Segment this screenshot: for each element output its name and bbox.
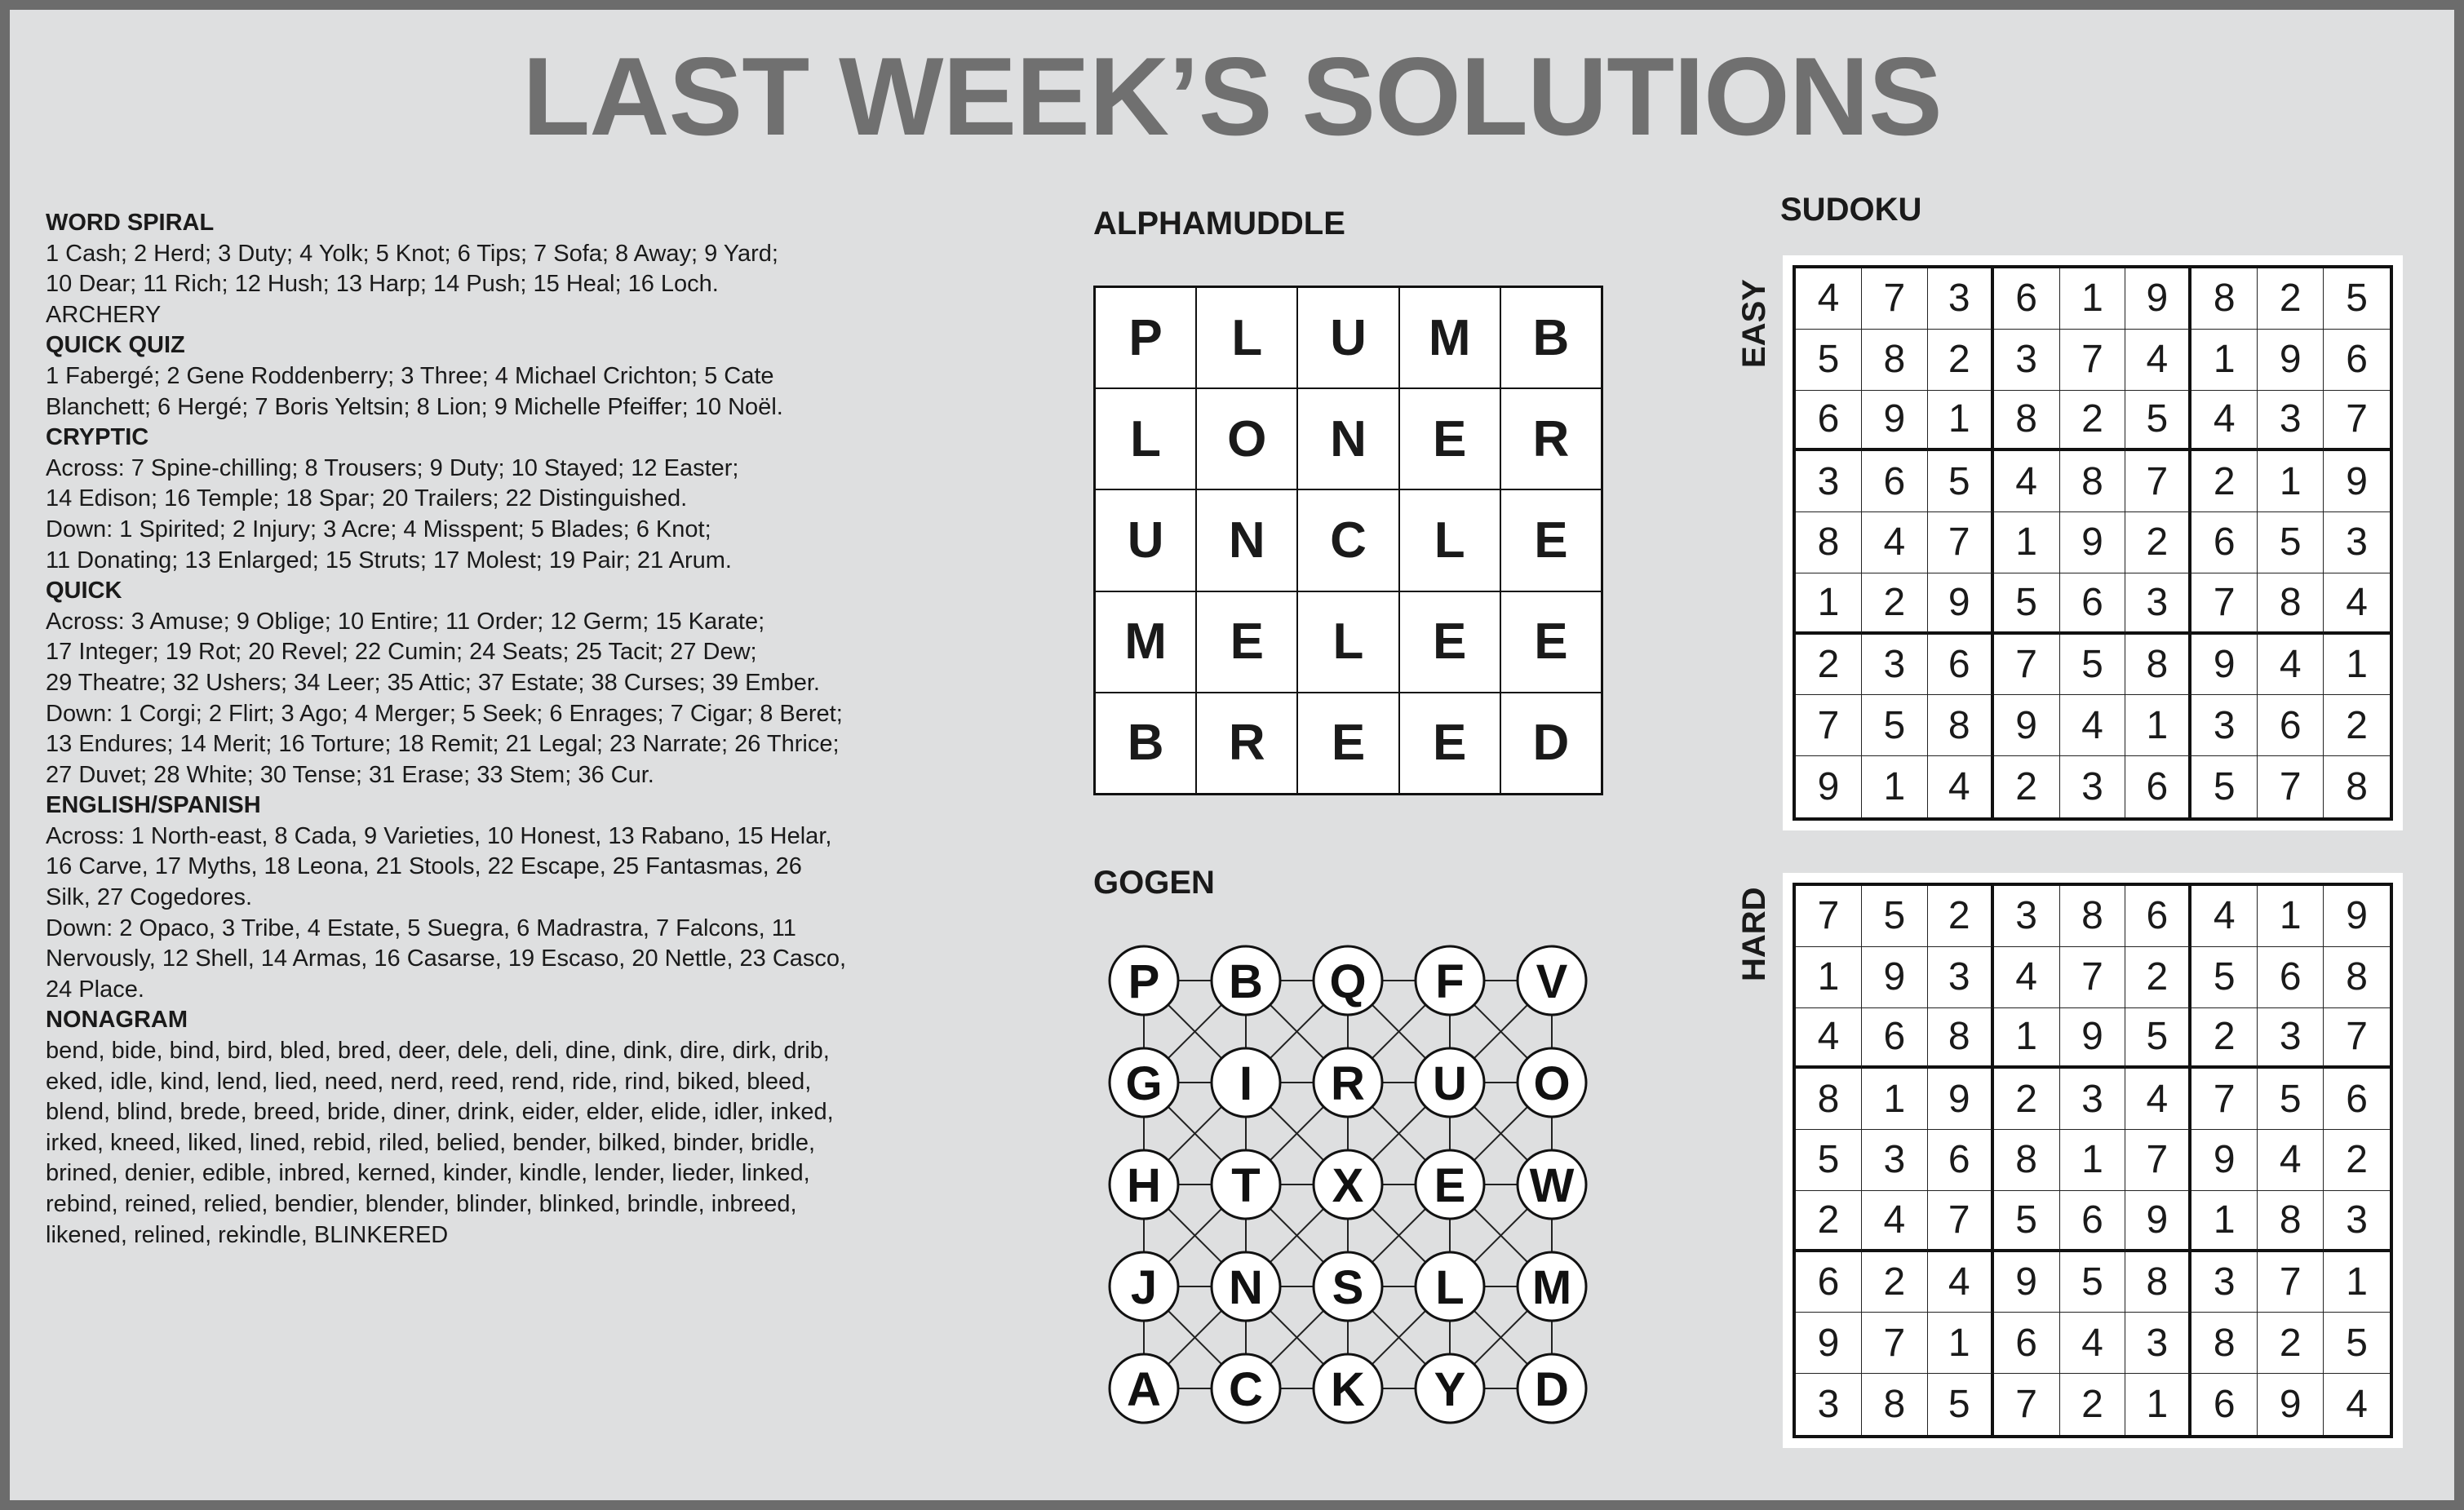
sudoku-easy-box (1783, 255, 2403, 830)
sudoku-cell: 1 (2191, 1191, 2258, 1252)
sudoku-cell: 5 (2125, 391, 2191, 452)
sudoku-cell: 5 (1796, 1130, 1862, 1191)
gogen-letter: F (1435, 955, 1465, 1008)
sudoku-cell: 5 (1928, 451, 1994, 512)
sudoku-cell: 2 (2258, 1313, 2324, 1374)
sudoku-cell: 2 (2191, 451, 2258, 512)
alphamuddle-cell: C (1297, 489, 1398, 591)
alphamuddle-cell: B (1095, 693, 1196, 794)
sudoku-cell: 5 (2258, 512, 2324, 573)
sudoku-cell: 4 (1862, 512, 1928, 573)
answer-line: brined, denier, edible, inbred, kerned, kinder, kindle, lender, lieder, linked, (46, 1160, 810, 1187)
alphamuddle-grid (1093, 286, 1603, 795)
sudoku-cell: 7 (1994, 635, 2060, 696)
sudoku-cell: 1 (2060, 1130, 2126, 1191)
sudoku-cell: 7 (2191, 1069, 2258, 1130)
sudoku-cell: 9 (2125, 268, 2191, 330)
sudoku-cell: 5 (1994, 573, 2060, 635)
sudoku-cell: 2 (2191, 1008, 2258, 1069)
answer-line: Across: 7 Spine-chilling; 8 Trousers; 9 Duty; 10 Stayed; 12 Easter; (46, 454, 739, 481)
sudoku-cell: 5 (1994, 1191, 2060, 1252)
sudoku-cell: 2 (1928, 886, 1994, 947)
sudoku-cell: 2 (2060, 1374, 2126, 1435)
answer-line: 10 Dear; 11 Rich; 12 Hush; 13 Harp; 14 Push; 15 Heal; 16 Loch. (46, 271, 719, 298)
sudoku-cell: 9 (2060, 512, 2126, 573)
sudoku-cell: 5 (2060, 635, 2126, 696)
sudoku-cell: 6 (2324, 330, 2390, 391)
sudoku-cell: 6 (2191, 1374, 2258, 1435)
sudoku-cell: 8 (2125, 635, 2191, 696)
sudoku-cell: 6 (2060, 573, 2126, 635)
gogen-letter: X (1332, 1159, 1364, 1212)
sudoku-cell: 7 (1862, 268, 1928, 330)
sudoku-cell: 2 (2060, 391, 2126, 452)
sudoku-cell: 4 (2258, 635, 2324, 696)
alphamuddle-heading: ALPHAMUDDLE (1093, 206, 1345, 241)
sudoku-cell: 8 (1862, 330, 1928, 391)
sudoku-cell: 7 (2125, 1130, 2191, 1191)
sudoku-cell: 2 (2324, 695, 2390, 756)
sudoku-cell: 1 (2125, 1374, 2191, 1435)
answer-line: bend, bide, bind, bird, bled, bred, deer, dele, deli, dine, dink, dire, dirk, drib, (46, 1038, 830, 1065)
answer-line: 27 Duvet; 28 White; 30 Tense; 31 Erase; 33 Stem; 36 Cur. (46, 761, 654, 788)
sudoku-cell: 7 (1928, 512, 1994, 573)
sudoku-cell: 8 (2191, 1313, 2258, 1374)
alphamuddle-cell: M (1399, 287, 1500, 388)
answer-line: Down: 1 Corgi; 2 Flirt; 3 Ago; 4 Merger; 5 Seek; 6 Enrages; 7 Cigar; 8 Beret; (46, 700, 843, 727)
sudoku-cell: 7 (2125, 451, 2191, 512)
alphamuddle-cell: E (1297, 693, 1398, 794)
sudoku-cell: 3 (2258, 391, 2324, 452)
sudoku-cell: 7 (2191, 573, 2258, 635)
sudoku-cell: 2 (2125, 512, 2191, 573)
sudoku-cell: 4 (1928, 756, 1994, 817)
alphamuddle-cell: L (1196, 287, 1297, 388)
sudoku-cell: 5 (2191, 947, 2258, 1008)
sudoku-cell: 1 (1862, 756, 1928, 817)
sudoku-cell: 1 (2060, 268, 2126, 330)
gogen-letter: E (1434, 1159, 1466, 1212)
sudoku-cell: 8 (2346, 765, 2368, 809)
sudoku-cell: 2 (1862, 1252, 1928, 1313)
alphamuddle-cell: M (1095, 591, 1196, 693)
sudoku-cell: 5 (2324, 268, 2390, 330)
sudoku-cell: 3 (2191, 695, 2258, 756)
alphamuddle-cell: N (1297, 388, 1398, 489)
sudoku-cell: 1 (1928, 391, 1994, 452)
sudoku-cell: 4 (2125, 1069, 2191, 1130)
gogen-letter: J (1130, 1261, 1158, 1314)
sudoku-cell: 7 (1994, 1374, 2060, 1435)
sudoku-cell: 7 (2060, 330, 2126, 391)
sudoku-cell: 7 (1928, 1191, 1994, 1252)
alphamuddle-cell: P (1095, 287, 1196, 388)
sudoku-cell: 8 (2060, 886, 2126, 947)
sudoku-cell: 8 (2060, 451, 2126, 512)
sudoku-cell: 8 (2125, 1252, 2191, 1313)
sudoku-cell: 4 (2191, 391, 2258, 452)
answer-line: 1 Cash; 2 Herd; 3 Duty; 4 Yolk; 5 Knot; 6 Tips; 7 Sofa; 8 Away; 9 Yard; (46, 240, 778, 267)
sudoku-cell: 4 (1994, 947, 2060, 1008)
sudoku-cell: 8 (1994, 391, 2060, 452)
sudoku-cell: 2 (1928, 330, 1994, 391)
alphamuddle-cell: E (1196, 591, 1297, 693)
answer-line: 1 Fabergé; 2 Gene Roddenberry; 3 Three; 4 Michael Crichton; 5 Cate (46, 362, 774, 389)
sudoku-cell: 1 (1862, 1069, 1928, 1130)
sudoku-cell: 8 (1796, 512, 1862, 573)
sudoku-cell: 7 (2324, 391, 2390, 452)
alphamuddle-cell: E (1500, 591, 1602, 693)
sudoku-cell: 6 (2060, 1191, 2126, 1252)
sudoku-cell: 3 (2258, 1008, 2324, 1069)
sudoku-cell: 9 (2258, 330, 2324, 391)
alphamuddle-cell: L (1095, 388, 1196, 489)
answer-line: Across: 3 Amuse; 9 Oblige; 10 Entire; 11 Order; 12 Germ; 15 Karate; (46, 608, 765, 635)
answer-line: Nervously, 12 Shell, 14 Armas, 16 Casarse, 19 Escaso, 20 Nettle, 23 Casco, (46, 945, 847, 972)
sudoku-cell: 6 (2191, 512, 2258, 573)
answer-line: ARCHERY (46, 301, 162, 328)
alphamuddle-cell: E (1500, 489, 1602, 591)
sudoku-cell: 1 (2258, 886, 2324, 947)
sudoku-cell: 9 (2191, 1130, 2258, 1191)
sudoku-cell: 9 (1862, 947, 1928, 1008)
alphamuddle-cell: R (1196, 693, 1297, 794)
gogen-letter: I (1239, 1057, 1253, 1110)
sudoku-cell: 3 (2125, 573, 2191, 635)
sudoku-cell: 5 (2191, 756, 2258, 817)
sudoku-cell: 3 (2060, 1069, 2126, 1130)
alphamuddle-cell: L (1297, 591, 1398, 693)
sudoku-cell: 6 (2125, 886, 2191, 947)
sudoku-cell: 9 (1994, 1252, 2060, 1313)
sudoku-cell: 1 (2191, 330, 2258, 391)
gogen-grid (1093, 930, 1615, 1452)
sudoku-hard-grid (1793, 883, 2393, 1438)
answer-section-title: CRYPTIC (46, 424, 149, 451)
sudoku-cell: 3 (1994, 886, 2060, 947)
sudoku-cell: 5 (2060, 1252, 2126, 1313)
sudoku-cell: 1 (1928, 1313, 1994, 1374)
sudoku-cell: 5 (1862, 695, 1928, 756)
sudoku-cell: 2 (1994, 1069, 2060, 1130)
sudoku-cell: 5 (2258, 1069, 2324, 1130)
sudoku-cell: 3 (2324, 512, 2390, 573)
sudoku-cell: 4 (2324, 573, 2390, 635)
sudoku-cell: 7 (1796, 886, 1862, 947)
alphamuddle-cell: L (1399, 489, 1500, 591)
answer-line: rebind, reined, relied, bendier, blender, blinder, blinked, brindle, inbreed, (46, 1191, 797, 1217)
sudoku-easy-label: EASY (1736, 279, 1772, 368)
sudoku-cell: 4 (2060, 1313, 2126, 1374)
sudoku-cell: 8 (1928, 1008, 1994, 1069)
sudoku-cell: 4 (1796, 268, 1862, 330)
sudoku-cell: 3 (1862, 635, 1928, 696)
answer-line: Silk, 27 Cogedores. (46, 884, 253, 911)
sudoku-cell: 5 (1862, 886, 1928, 947)
gogen-letter: G (1125, 1057, 1163, 1110)
sudoku-cell: 9 (1928, 573, 1994, 635)
answer-section-title: NONAGRAM (46, 1007, 188, 1034)
answers-column (46, 208, 992, 1251)
sudoku-cell: 1 (1796, 573, 1862, 635)
alphamuddle-cell: U (1297, 287, 1398, 388)
answer-line: 24 Place. (46, 976, 144, 1003)
sudoku-cell: 7 (2324, 1008, 2390, 1069)
sudoku-cell: 6 (1862, 1008, 1928, 1069)
sudoku-cell: 3 (2191, 1252, 2258, 1313)
answer-line: 11 Donating; 13 Enlarged; 15 Struts; 17 Molest; 19 Pair; 21 Arum. (46, 547, 732, 573)
sudoku-cell: 3 (2060, 756, 2126, 817)
gogen-letter: V (1536, 955, 1568, 1008)
sudoku-cell: 2 (2324, 1130, 2390, 1191)
sudoku-cell: 2 (1994, 756, 2060, 817)
answer-line: 13 Endures; 14 Merit; 16 Torture; 18 Remit; 21 Legal; 23 Narrate; 26 Thrice; (46, 731, 840, 758)
answer-line: 16 Carve, 17 Myths, 18 Leona, 21 Stools, 22 Escape, 25 Fantasmas, 26 (46, 853, 802, 880)
sudoku-cell: 4 (1928, 1252, 1994, 1313)
sudoku-cell: 5 (2324, 1313, 2390, 1374)
sudoku-cell: 2 (2125, 947, 2191, 1008)
sudoku-cell: 8 (2258, 1191, 2324, 1252)
sudoku-cell: 9 (1994, 695, 2060, 756)
sudoku-cell: 4 (1862, 1191, 1928, 1252)
sudoku-cell: 3 (1796, 1374, 1862, 1435)
gogen-letter: Y (1434, 1363, 1466, 1416)
answer-line: blend, blind, brede, breed, bride, diner, drink, eider, elder, elide, idler, inked, (46, 1099, 834, 1126)
sudoku-cell: 6 (1994, 268, 2060, 330)
answer-section-title: WORD SPIRAL (46, 210, 215, 236)
gogen-letter: K (1331, 1363, 1365, 1416)
sudoku-cell: 9 (2258, 1374, 2324, 1435)
sudoku-cell: 1 (1796, 947, 1862, 1008)
answer-line: 17 Integer; 19 Rot; 20 Revel; 22 Cumin; 24 Seats; 25 Tacit; 27 Dew; (46, 639, 757, 666)
sudoku-cell: 8 (1796, 1069, 1862, 1130)
answer-line: likened, relined, rekindle, BLINKERED (46, 1221, 449, 1248)
sudoku-cell: 8 (1994, 1130, 2060, 1191)
gogen-letter: C (1229, 1363, 1263, 1416)
sudoku-cell: 9 (2324, 451, 2390, 512)
sudoku-cell: 6 (1928, 635, 1994, 696)
sudoku-cell: 9 (2125, 1191, 2191, 1252)
answer-line: Down: 2 Opaco, 3 Tribe, 4 Estate, 5 Suegra, 6 Madrastra, 7 Falcons, 11 (46, 914, 796, 941)
sudoku-cell: 8 (2324, 947, 2390, 1008)
sudoku-cell: 4 (2060, 695, 2126, 756)
sudoku-cell: 7 (1862, 1313, 1928, 1374)
sudoku-cell: 3 (1928, 268, 1994, 330)
sudoku-cell: 2 (2258, 268, 2324, 330)
gogen-letter: L (1435, 1261, 1465, 1314)
alphamuddle-cell: E (1399, 591, 1500, 693)
answer-line: Blanchett; 6 Hergé; 7 Boris Yeltsin; 8 Lion; 9 Michelle Pfeiffer; 10 Noël. (46, 393, 783, 420)
sudoku-cell: 6 (1928, 1130, 1994, 1191)
sudoku-cell: 7 (1796, 695, 1862, 756)
sudoku-cell: 9 (2060, 1008, 2126, 1069)
alphamuddle-cell: N (1196, 489, 1297, 591)
sudoku-cell: 6 (2258, 695, 2324, 756)
answer-section-title: QUICK QUIZ (46, 332, 185, 359)
sudoku-hard-box (1783, 873, 2403, 1448)
sudoku-cell: 1 (2324, 635, 2390, 696)
sudoku-cell: 3 (1796, 451, 1862, 512)
sudoku-cell: 7 (2060, 947, 2126, 1008)
sudoku-cell: 4 (2125, 330, 2191, 391)
answer-line: 29 Theatre; 32 Ushers; 34 Leer; 35 Attic; 37 Estate; 38 Curses; 39 Ember. (46, 669, 820, 696)
answer-line: eked, idle, kind, lend, lied, need, nerd, reed, rend, ride, rind, biked, bleed, (46, 1068, 812, 1095)
sudoku-cell: 1 (2125, 695, 2191, 756)
sudoku-cell: 4 (1796, 1008, 1862, 1069)
sudoku-cell: 6 (2125, 756, 2191, 817)
sudoku-cell: 4 (2258, 1130, 2324, 1191)
sudoku-hard-label: HARD (1736, 887, 1772, 981)
sudoku-cell: 2 (1796, 635, 1862, 696)
gogen-letter: M (1531, 1261, 1572, 1314)
sudoku-cell: 3 (2324, 1191, 2390, 1252)
sudoku-cell: 4 (1994, 451, 2060, 512)
gogen-letter: U (1433, 1057, 1467, 1110)
answer-line: 14 Edison; 16 Temple; 18 Spar; 20 Trailers; 22 Distinguished. (46, 485, 688, 512)
sudoku-cell: 6 (2258, 947, 2324, 1008)
gogen-letter: D (1535, 1363, 1569, 1416)
sudoku-cell: 4 (2346, 1383, 2368, 1427)
sudoku-cell: 6 (1862, 451, 1928, 512)
sudoku-cell: 9 (1796, 756, 1862, 817)
sudoku-easy-grid (1793, 265, 2393, 821)
sudoku-cell: 3 (1928, 947, 1994, 1008)
sudoku-cell: 1 (1994, 1008, 2060, 1069)
sudoku-cell: 6 (1796, 1252, 1862, 1313)
sudoku-cell: 9 (1862, 391, 1928, 452)
sudoku-cell: 3 (2125, 1313, 2191, 1374)
sudoku-cell: 3 (1994, 330, 2060, 391)
gogen-letter: H (1127, 1159, 1161, 1212)
sudoku-cell: 2 (1796, 1191, 1862, 1252)
alphamuddle-cell: E (1399, 388, 1500, 489)
answer-section-title: ENGLISH/SPANISH (46, 792, 261, 819)
sudoku-cell: 7 (2258, 1252, 2324, 1313)
sudoku-cell: 1 (2258, 451, 2324, 512)
sudoku-cell: 6 (2324, 1069, 2390, 1130)
gogen-letter: W (1529, 1159, 1575, 1212)
sudoku-cell: 8 (2191, 268, 2258, 330)
alphamuddle-cell: O (1196, 388, 1297, 489)
answer-line: Across: 1 North-east, 8 Cada, 9 Varieties, 10 Honest, 13 Rabano, 15 Helar, (46, 822, 832, 849)
gogen-letter: P (1128, 955, 1160, 1008)
answer-line: irked, kneed, liked, lined, rebid, riled, belied, bender, bilked, binder, bridle, (46, 1129, 816, 1156)
sudoku-cell: 8 (1862, 1374, 1928, 1435)
sudoku-cell: 9 (1928, 1069, 1994, 1130)
gogen-letter: T (1231, 1159, 1261, 1212)
sudoku-cell: 2 (1862, 573, 1928, 635)
sudoku-cell: 8 (2258, 573, 2324, 635)
gogen-letter: R (1331, 1057, 1365, 1110)
gogen-letter: N (1229, 1261, 1263, 1314)
gogen-letter: Q (1329, 955, 1367, 1008)
sudoku-cell: 5 (2125, 1008, 2191, 1069)
sudoku-cell: 1 (1994, 512, 2060, 573)
sudoku-heading: SUDOKU (1780, 192, 1922, 228)
sudoku-cell: 1 (2324, 1252, 2390, 1313)
alphamuddle-cell: U (1095, 489, 1196, 591)
alphamuddle-cell: E (1399, 693, 1500, 794)
sudoku-cell: 6 (1994, 1313, 2060, 1374)
gogen-heading: GOGEN (1093, 865, 1215, 901)
sudoku-cell: 5 (1928, 1374, 1994, 1435)
sudoku-cell: 7 (2258, 756, 2324, 817)
gogen-letter: S (1332, 1261, 1364, 1314)
gogen-letter: O (1533, 1057, 1571, 1110)
alphamuddle-cell: D (1500, 693, 1602, 794)
sudoku-cell: 9 (2191, 635, 2258, 696)
alphamuddle-cell: R (1500, 388, 1602, 489)
sudoku-cell: 9 (1796, 1313, 1862, 1374)
gogen-letter: A (1127, 1363, 1161, 1416)
gogen-letter: B (1229, 955, 1263, 1008)
answer-section-title: QUICK (46, 578, 122, 604)
alphamuddle-cell: B (1500, 287, 1602, 388)
sudoku-cell: 5 (1796, 330, 1862, 391)
sudoku-cell: 4 (2191, 886, 2258, 947)
sudoku-cell: 8 (1928, 695, 1994, 756)
sudoku-cell: 9 (2324, 886, 2390, 947)
answer-line: Down: 1 Spirited; 2 Injury; 3 Acre; 4 Misspent; 5 Blades; 6 Knot; (46, 516, 711, 542)
sudoku-cell: 6 (1796, 391, 1862, 452)
sudoku-cell: 3 (1862, 1130, 1928, 1191)
page-title: LAST WEEK’S SOLUTIONS (522, 34, 1942, 158)
